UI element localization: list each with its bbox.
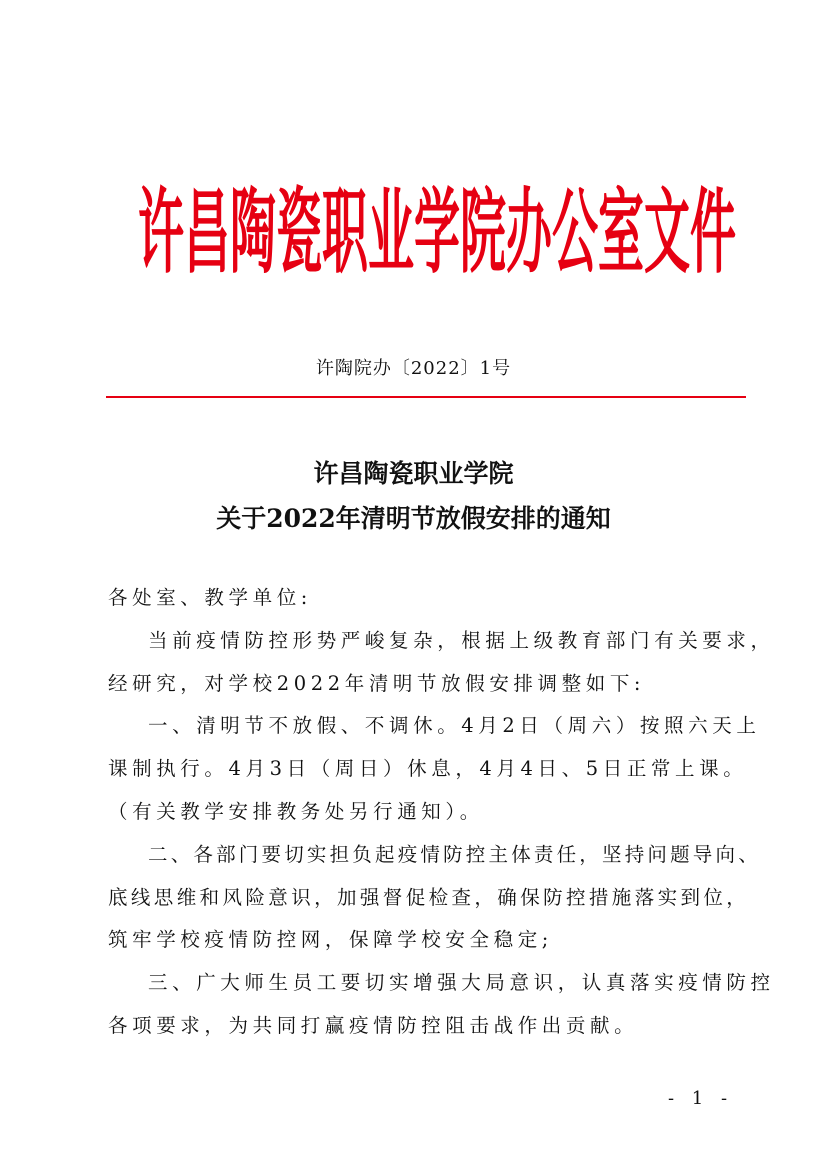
notice-body: [108, 582, 775, 1053]
salutation: 各处室、教学单位:: [108, 586, 312, 609]
body-line: 各项要求，为共同打赢疫情防控阻击战作出贡献。: [108, 1013, 639, 1037]
body-line: 底线思维和风险意识，加强督促检查，确保防控措施落实到位，: [108, 885, 750, 909]
body-line: 二、各部门要切实担负起疫情防控主体责任，坚持问题导向、: [148, 842, 761, 866]
body-line: 当前疫情防控形势严峻复杂，根据上级教育部门有关要求，: [148, 628, 775, 652]
body-line: 三、广大师生员工要切实增强大局意识，认真落实疫情防控: [148, 971, 775, 995]
notice-title-line1: 许昌陶瓷职业学院: [313, 459, 514, 488]
notice-title-line2: 关于2022年清明节放假安排的通知: [216, 504, 611, 533]
body-line: 课制执行。4月3日（周日）休息，4月4日、5日正常上课。: [108, 757, 748, 781]
body-line: 筑牢学校疫情防控网，保障学校安全稳定;: [108, 928, 553, 952]
red-divider: [106, 396, 746, 398]
page-number: - 1 -: [668, 1088, 734, 1109]
masthead-title: 许昌陶瓷职业学院办公室文件: [138, 178, 736, 286]
body-line: 经研究，对学校2022年清明节放假安排调整如下:: [108, 671, 646, 695]
body-line: （有关教学安排教务处另行通知）。: [108, 799, 484, 823]
document-number: 许陶院办〔2022〕1号: [315, 358, 512, 379]
body-line: 一、清明节不放假、不调休。4月2日（周六）按照六天上: [148, 714, 761, 738]
